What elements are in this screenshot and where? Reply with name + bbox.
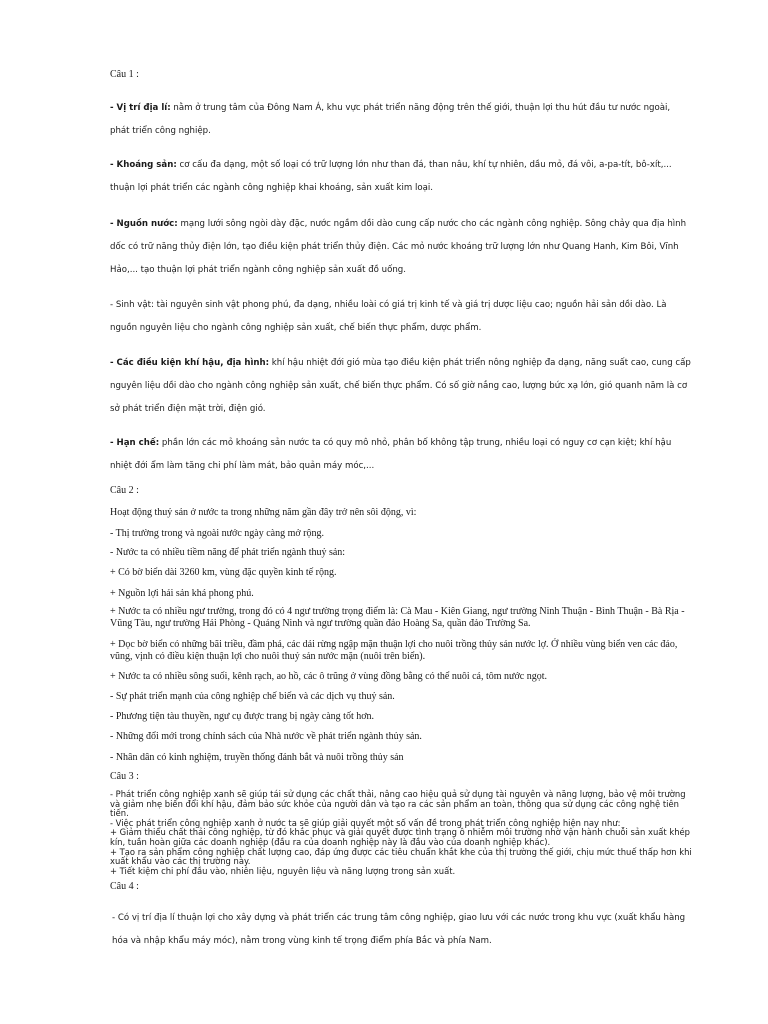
item-label: - Các điều kiện khí hậu, địa hình: <box>110 358 270 368</box>
cau1-item-water <box>110 213 692 282</box>
item-text: - Sinh vật: tài nguyên sinh vật phong phú, đa dạng, nhiều loài có giá trị kinh tế và giá trị dược liệu cao; nguồn hải sản dồi dào. Là nguồn nguyên liệu cho ngành công nghiệp sản xuất, chế biến thực phẩm, dược phẩm. <box>110 300 667 333</box>
section-heading-cau-2: Câu 2 : <box>110 485 139 496</box>
cau2-line: + Có bờ biển dài 3260 km, vùng đặc quyền kinh tế rộng. <box>110 567 337 578</box>
cau3-line: - Phát triển công nghiệp xanh sẽ giúp tái sử dụng các chất thải, nâng cao hiệu quả sử dụng tài nguyên và năng lượng, bảo vệ môi trường và giảm nhẹ biến đổi khí hậu, đảm bảo sức khỏe của người dân và tạo ra các sản phẩm an toàn, thông qua sử dụng các công nghệ tiên tiến. <box>110 789 686 819</box>
item-text: khí hậu nhiệt đới gió mùa tạo điều kiện phát triển nông nghiệp đa dạng, năng suất cao, cung cấp nguyên liệu dồi dào cho ngành công nghiệp sản xuất, chế biến thực phẩm. Có số giờ nắng cao, lượng bức xạ lớn, gió quanh năm là cơ sở phát triển điện mặt trời, điện gió. <box>110 358 691 414</box>
item-text: mạng lưới sông ngòi dày đặc, nước ngầm dồi dào cung cấp nước cho các ngành công nghiệp. Sông chảy qua địa hình dốc có trữ năng thủy điện lớn, tạo điều kiện phát triển thủy điện. Các mỏ nước khoáng trữ lượng lớn như Quang Hanh, Kim Bôi, Vĩnh Hảo,... tạo thuận lợi phát triển ngành công nghiệp sản xuất đồ uống. <box>110 219 687 275</box>
cau2-line: + Nước ta có nhiều sông suối, kênh rạch, ao hồ, các ô trũng ở vùng đồng bằng có thể nuôi cá, tôm nước ngọt. <box>110 671 547 682</box>
cau2-line: Hoạt động thuỷ sản ở nước ta trong những năm gần đây trở nên sôi động, vì: <box>110 507 417 518</box>
section-heading-cau-4: Câu 4 : <box>110 881 139 892</box>
cau1-item-limits <box>110 432 692 478</box>
cau1-item-minerals <box>110 154 692 200</box>
cau2-line: + Nguồn lợi hải sản khá phong phú. <box>110 588 254 599</box>
item-text: phần lớn các mỏ khoáng sản nước ta có quy mô nhỏ, phân bố không tập trung, nhiều loại có nguy cơ cạn kiệt; khí hậu nhiệt đới ẩm làm tăng chi phí làm mát, bảo quản máy móc,... <box>110 438 672 471</box>
cau2-line: - Thị trường trong và ngoài nước ngày càng mở rộng. <box>110 528 324 539</box>
cau2-line: + Nước ta có nhiều ngư trường, trong đó có 4 ngư trường trọng điểm là: Cà Mau - Kiên Giang, ngư trường Ninh Thuận - Bình Thuận - Bà Rịa - Vũng Tàu, ngư trường Hải Phòng - Quảng Ninh và ngư trường quần đảo Hoàng Sa, quần đảo Trường Sa. <box>110 606 685 629</box>
cau3-line: - Việc phát triển công nghiệp xanh ở nước ta sẽ giúp giải quyết một số vấn đề trong phát triển công nghiệp hiện nay như: <box>110 817 621 828</box>
cau1-item-biology <box>110 294 692 340</box>
cau2-line: - Những đổi mới trong chính sách của Nhà nước về phát triển ngành thủy sản. <box>110 731 422 742</box>
item-label: - Hạn chế: <box>110 438 160 448</box>
cau3-line: + Giảm thiểu chất thải công nghiệp, từ đó khắc phục và giải quyết được tình trạng ô nhiễm môi trường nhờ vận hành chuỗi sản xuất khép kín, tuần hoàn giữa các doanh nghiệp (đầu ra của doanh nghiệp này là đầu vào của doanh nghiệp khác). <box>110 827 690 847</box>
cau1-item-climate <box>110 352 692 421</box>
cau3-body <box>110 790 692 876</box>
item-text: cơ cấu đa dạng, một số loại có trữ lượng lớn như than đá, than nâu, khí tự nhiên, dầu mỏ, đá vôi, a-pa-tít, bô-xít,... thuận lợi phát triển các ngành công nghiệp khai khoáng, sản xuất kim loại. <box>110 160 672 193</box>
item-label: - Nguồn nước: <box>110 219 178 229</box>
item-text: nằm ở trung tâm của Đông Nam Á, khu vực phát triển năng động trên thế giới, thuận lợi thu hút đầu tư nước ngoài, phát triển công nghiệp. <box>110 103 671 136</box>
section-heading-cau-1: Câu 1 : <box>110 69 139 80</box>
cau2-line: - Sự phát triển mạnh của công nghiệp chế biến và các dịch vụ thuỷ sản. <box>110 691 395 702</box>
cau1-item-location <box>110 97 692 143</box>
section-heading-cau-3: Câu 3 : <box>110 771 139 782</box>
item-label: - Khoáng sản: <box>110 160 177 170</box>
item-label: - Vị trí địa lí: <box>110 103 171 113</box>
cau2-line: - Nhân dân có kinh nghiệm, truyền thống đánh bắt và nuôi trồng thủy sản <box>110 752 404 763</box>
cau3-line: + Tiết kiệm chi phí đầu vào, nhiên liệu, nguyên liệu và năng lượng trong sản xuất. <box>110 865 456 876</box>
cau2-line: + Dọc bờ biển có những bãi triều, đầm phá, các dải rừng ngập mặn thuận lợi cho nuôi trồng thủy sản nước lợ. Ở nhiều vùng biển ven các đảo, vũng, vịnh có điều kiện thuận lợi cho nuôi thuỷ sản nước mặn (nuôi trên biển). <box>110 639 678 662</box>
cau2-line: - Phương tiện tàu thuyền, ngư cụ được trang bị ngày càng tốt hơn. <box>110 711 375 722</box>
cau3-line: + Tạo ra sản phẩm công nghiệp chất lượng cao, đáp ứng được các tiêu chuẩn khắt khe của thị trường thế giới, chịu mức thuế thấp hơn khi xuất khẩu vào các thị trường này. <box>110 846 692 867</box>
cau4-text: - Có vị trí địa lí thuận lợi cho xây dựng và phát triển các trung tâm công nghiệp, giao lưu với các nước trong khu vực (xuất khẩu hàng hóa và nhập khẩu máy móc), nằm trong vùng kinh tế trọng điểm phía Bắc và phía Nam. <box>112 913 686 946</box>
cau2-line: - Nước ta có nhiều tiềm năng để phát triển ngành thuỷ sản: <box>110 547 346 558</box>
